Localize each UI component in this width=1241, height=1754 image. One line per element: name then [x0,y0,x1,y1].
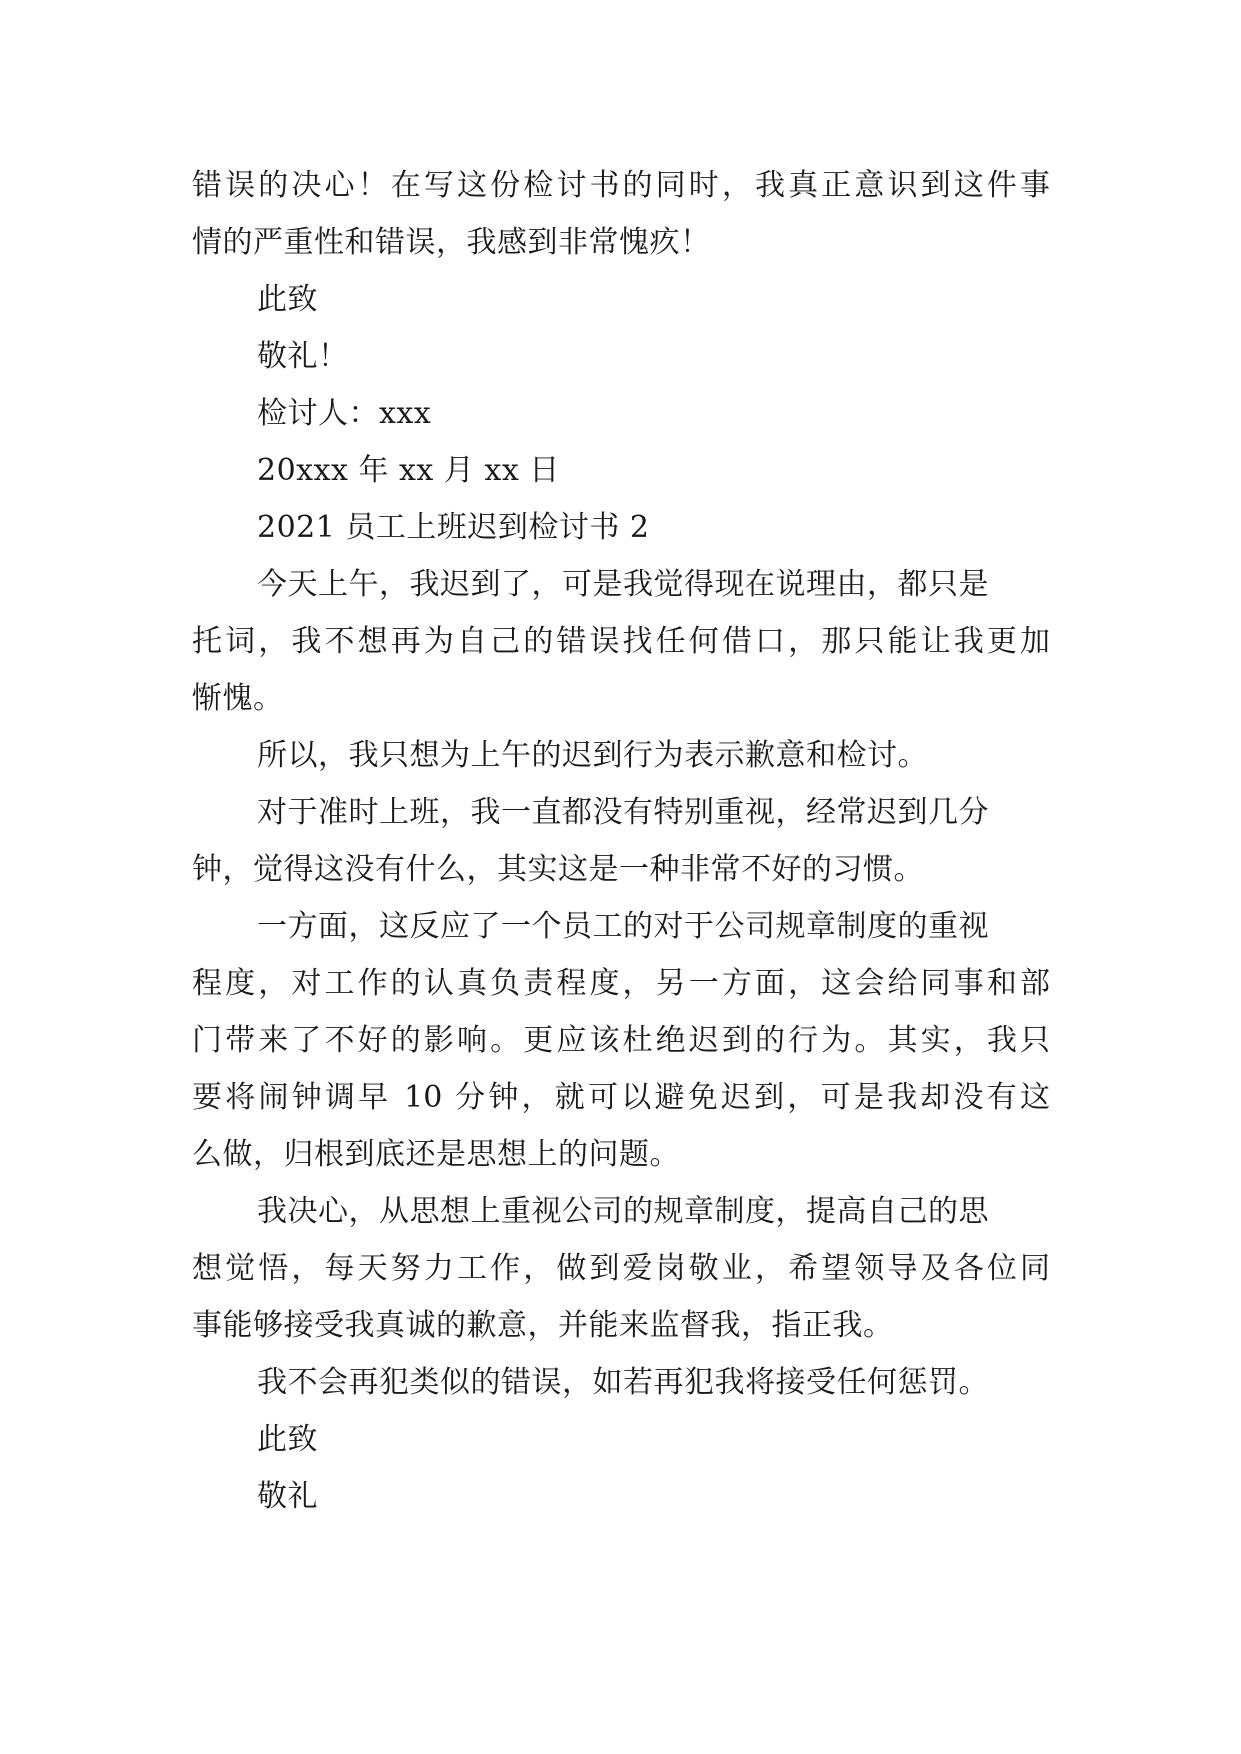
paragraph-line: 今天上午，我迟到了，可是我觉得现在说理由，都只是 [257,567,989,602]
section-title: 2021 员工上班迟到检讨书 2 [257,510,650,545]
paragraph-line: 一方面，这反应了一个员工的对于公司规章制度的重视 [257,909,989,944]
paragraph-line: 么做，归根到底还是思想上的问题。 [192,1137,680,1172]
paragraph-line: 要将闹钟调早 10 分钟，就可以避免迟到，可是我却没有这 [192,1080,1050,1115]
paragraph-line: 对于准时上班，我一直都没有特别重视，经常迟到几分 [257,795,989,830]
signature-line: 检讨人：xxx [257,396,432,431]
paragraph-line: 我不会再犯类似的错误，如若再犯我将接受任何惩罚。 [257,1365,989,1400]
paragraph-line: 所以，我只想为上午的迟到行为表示歉意和检讨。 [257,738,928,773]
closing-regards: 敬礼！ [257,339,349,374]
closing-regards: 敬礼 [257,1479,318,1514]
paragraph-line: 钟，觉得这没有什么，其实这是一种非常不好的习惯。 [192,852,924,887]
paragraph-line: 程度，对工作的认真负责程度，另一方面，这会给同事和部 [192,966,1050,1001]
paragraph-line: 想觉悟，每天努力工作，做到爱岗敬业，希望领导及各位同 [192,1251,1050,1286]
closing-salutation: 此致 [257,282,318,317]
paragraph-line: 惭愧。 [192,681,284,716]
closing-salutation: 此致 [257,1422,318,1457]
paragraph-line: 事能够接受我真诚的歉意，并能来监督我，指正我。 [192,1308,894,1343]
paragraph-line: 托词，我不想再为自己的错误找任何借口，那只能让我更加 [192,624,1050,659]
paragraph-line: 门带来了不好的影响。更应该杜绝迟到的行为。其实，我只 [192,1023,1050,1058]
paragraph-line: 错误的决心！在写这份检讨书的同时，我真正意识到这件事 [192,168,1050,203]
date-line: 20xxx 年 xx 月 xx 日 [257,453,560,488]
paragraph-line: 我决心，从思想上重视公司的规章制度，提高自己的思 [257,1194,989,1229]
paragraph-line: 情的严重性和错误，我感到非常愧疚！ [192,225,711,260]
